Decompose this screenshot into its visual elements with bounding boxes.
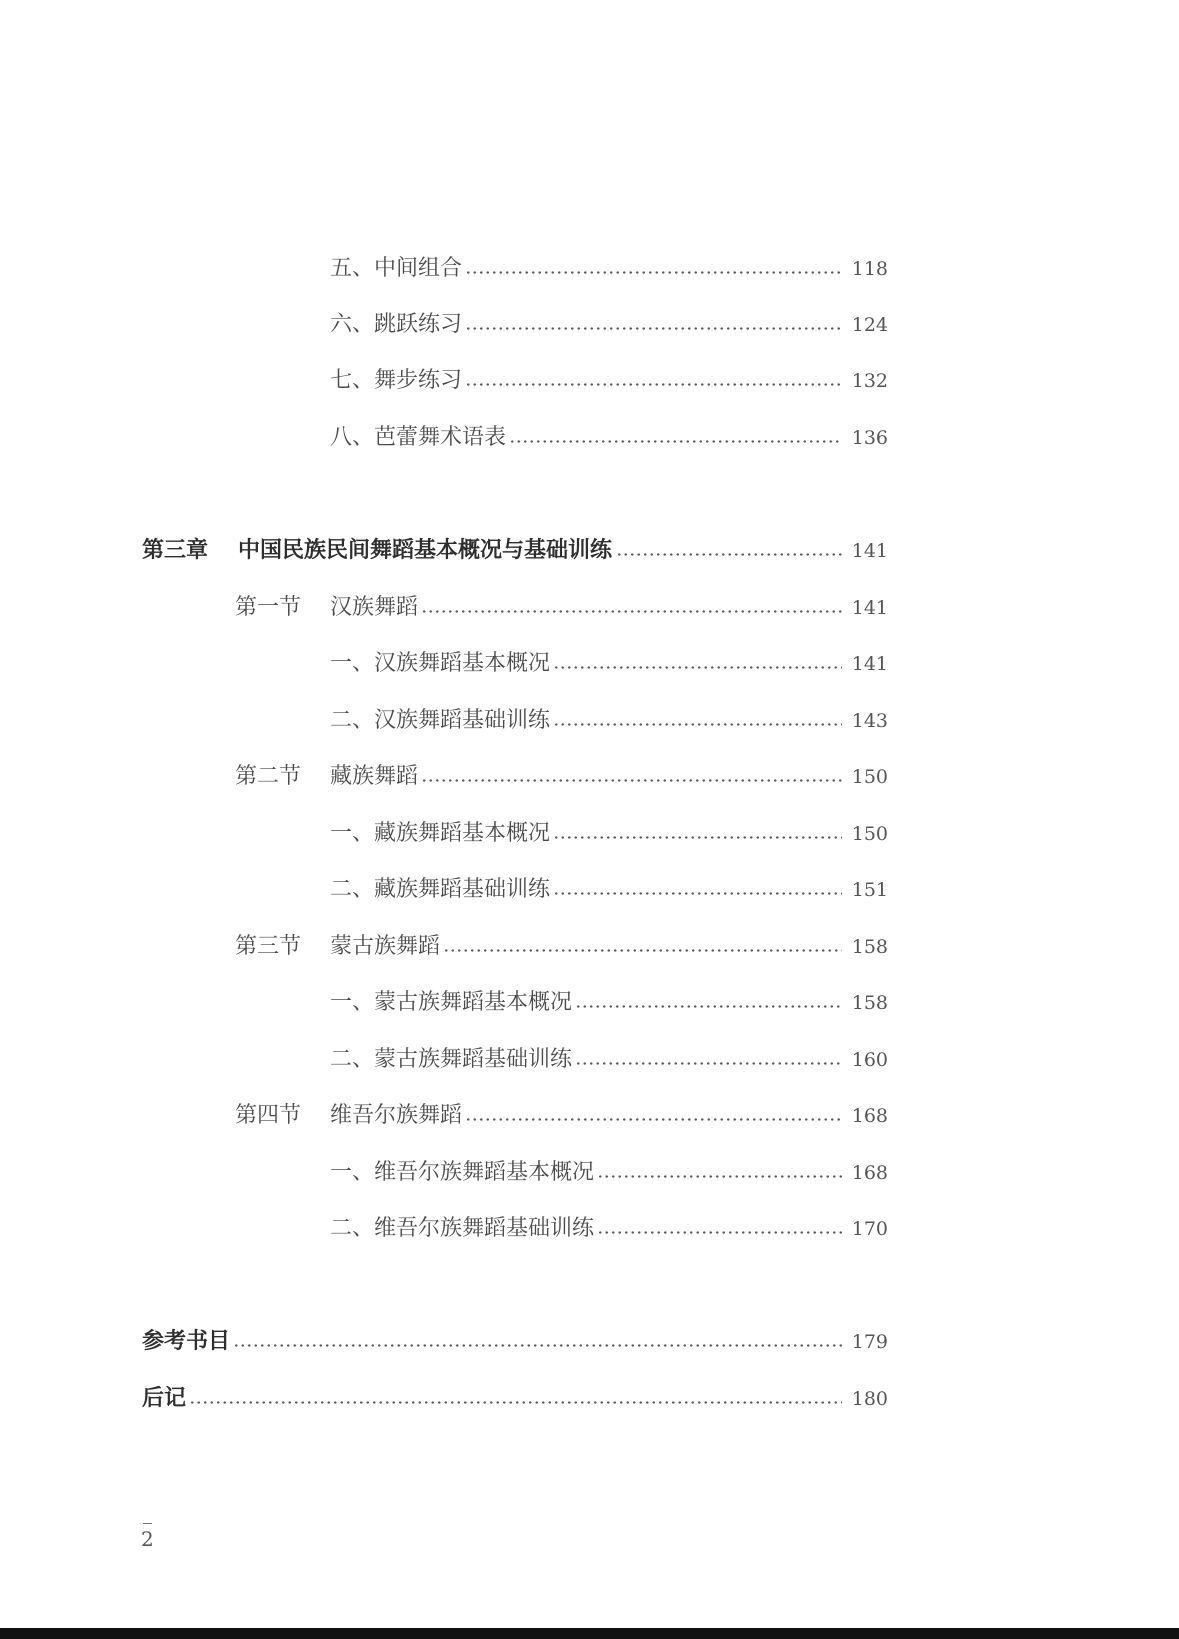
toc-section-3[interactable] (0, 925, 1179, 969)
chapter-label: 第三章 (142, 538, 209, 563)
toc-entry (330, 981, 850, 1025)
toc-page-number: 132 (851, 370, 888, 392)
dot-leader (465, 1118, 842, 1121)
toc-section-2[interactable] (0, 755, 1179, 799)
dot-leader (465, 327, 842, 330)
toc-item-title: 八、芭蕾舞术语表 (330, 425, 507, 450)
toc-item-title: 一、汉族舞蹈基本概况 (330, 651, 551, 676)
toc-entry (238, 529, 850, 573)
toc-chapter-3[interactable] (0, 529, 1179, 573)
toc-page-number: 136 (851, 427, 888, 449)
section-label: 第四节 (235, 1103, 302, 1128)
toc-page-number: 168 (851, 1162, 888, 1184)
toc-entry (330, 1038, 850, 1082)
toc-references[interactable] (0, 1320, 1179, 1364)
toc-entry (330, 1151, 850, 1195)
toc-item[interactable] (0, 812, 1179, 856)
toc-page-number: 150 (851, 823, 888, 845)
toc-entry (330, 1094, 850, 1138)
toc-page-number: 118 (851, 258, 888, 280)
toc-page-number: 141 (851, 540, 888, 562)
toc-item-title: 一、藏族舞蹈基本概况 (330, 821, 551, 846)
toc-entry (330, 247, 850, 291)
toc-entry (330, 303, 850, 347)
toc-entry (330, 416, 850, 460)
toc-item[interactable] (0, 981, 1179, 1025)
toc-entry (330, 642, 850, 686)
afterword-title: 后记 (142, 1386, 187, 1411)
dot-leader (509, 440, 842, 443)
toc-entry (330, 925, 850, 969)
toc-page-number: 168 (851, 1105, 888, 1127)
toc-item[interactable] (0, 247, 1179, 291)
section-label: 第三节 (235, 934, 302, 959)
toc-item[interactable] (0, 1038, 1179, 1082)
chapter-title: 中国民族民间舞蹈基本概况与基础训练 (238, 538, 613, 563)
toc-item[interactable] (0, 303, 1179, 347)
toc-entry (330, 359, 850, 403)
section-label: 第二节 (235, 764, 302, 789)
dot-leader (597, 1231, 842, 1234)
dot-leader (421, 610, 842, 613)
references-title: 参考书目 (142, 1329, 231, 1354)
toc-entry (330, 1207, 850, 1251)
dot-leader (233, 1344, 842, 1347)
toc-page-number: 170 (851, 1218, 888, 1240)
toc-page-number: 160 (851, 1049, 888, 1071)
toc-item[interactable] (0, 699, 1179, 743)
page-number: 2 (141, 1527, 154, 1551)
toc-item-title: 二、藏族舞蹈基础训练 (330, 877, 551, 902)
toc-entry (330, 812, 850, 856)
section-title: 藏族舞蹈 (330, 764, 419, 789)
dot-leader (189, 1401, 842, 1404)
toc-section-4[interactable] (0, 1094, 1179, 1138)
folio-rule (143, 1523, 152, 1524)
dot-leader (421, 779, 842, 782)
toc-entry (142, 1320, 850, 1364)
toc-page-number: 141 (851, 597, 888, 619)
toc-page-number: 143 (851, 710, 888, 732)
toc-item[interactable] (0, 642, 1179, 686)
section-label: 第一节 (235, 595, 302, 620)
toc-item-title: 二、汉族舞蹈基础训练 (330, 708, 551, 733)
toc-section-1[interactable] (0, 586, 1179, 630)
dot-leader (553, 836, 842, 839)
dot-leader (553, 723, 842, 726)
section-title: 维吾尔族舞蹈 (330, 1103, 463, 1128)
dot-leader (465, 271, 842, 274)
toc-entry (330, 868, 850, 912)
toc-page-number: 151 (851, 879, 888, 901)
section-title: 汉族舞蹈 (330, 595, 419, 620)
dot-leader (443, 949, 842, 952)
dot-leader (465, 383, 842, 386)
bottom-edge-band (0, 1628, 1179, 1639)
toc-item-title: 一、蒙古族舞蹈基本概况 (330, 990, 573, 1015)
toc-page-number: 179 (851, 1331, 888, 1353)
toc-item[interactable] (0, 359, 1179, 403)
toc-item-title: 二、维吾尔族舞蹈基础训练 (330, 1216, 595, 1241)
toc-entry (330, 586, 850, 630)
toc-entry (330, 699, 850, 743)
toc-item-title: 一、维吾尔族舞蹈基本概况 (330, 1160, 595, 1185)
toc-page-number: 180 (851, 1388, 888, 1410)
section-title: 蒙古族舞蹈 (330, 934, 441, 959)
toc-page-number: 141 (851, 653, 888, 675)
dot-leader (575, 1062, 842, 1065)
toc-page-number: 150 (851, 766, 888, 788)
dot-leader (616, 553, 842, 556)
toc-item-title: 五、中间组合 (330, 256, 463, 281)
dot-leader (553, 666, 842, 669)
toc-item[interactable] (0, 416, 1179, 460)
dot-leader (553, 892, 842, 895)
toc-afterword[interactable] (0, 1377, 1179, 1421)
toc-item[interactable] (0, 1207, 1179, 1251)
toc-item[interactable] (0, 1151, 1179, 1195)
toc-item[interactable] (0, 868, 1179, 912)
toc-page-number: 158 (851, 992, 888, 1014)
dot-leader (597, 1175, 842, 1178)
toc-entry (142, 1377, 850, 1421)
toc-item-title: 七、舞步练习 (330, 368, 463, 393)
toc-item-title: 二、蒙古族舞蹈基础训练 (330, 1047, 573, 1072)
dot-leader (575, 1005, 842, 1008)
toc-item-title: 六、跳跃练习 (330, 312, 463, 337)
toc-page-number: 158 (851, 936, 888, 958)
toc-entry (330, 755, 850, 799)
toc-page-number: 124 (851, 314, 888, 336)
